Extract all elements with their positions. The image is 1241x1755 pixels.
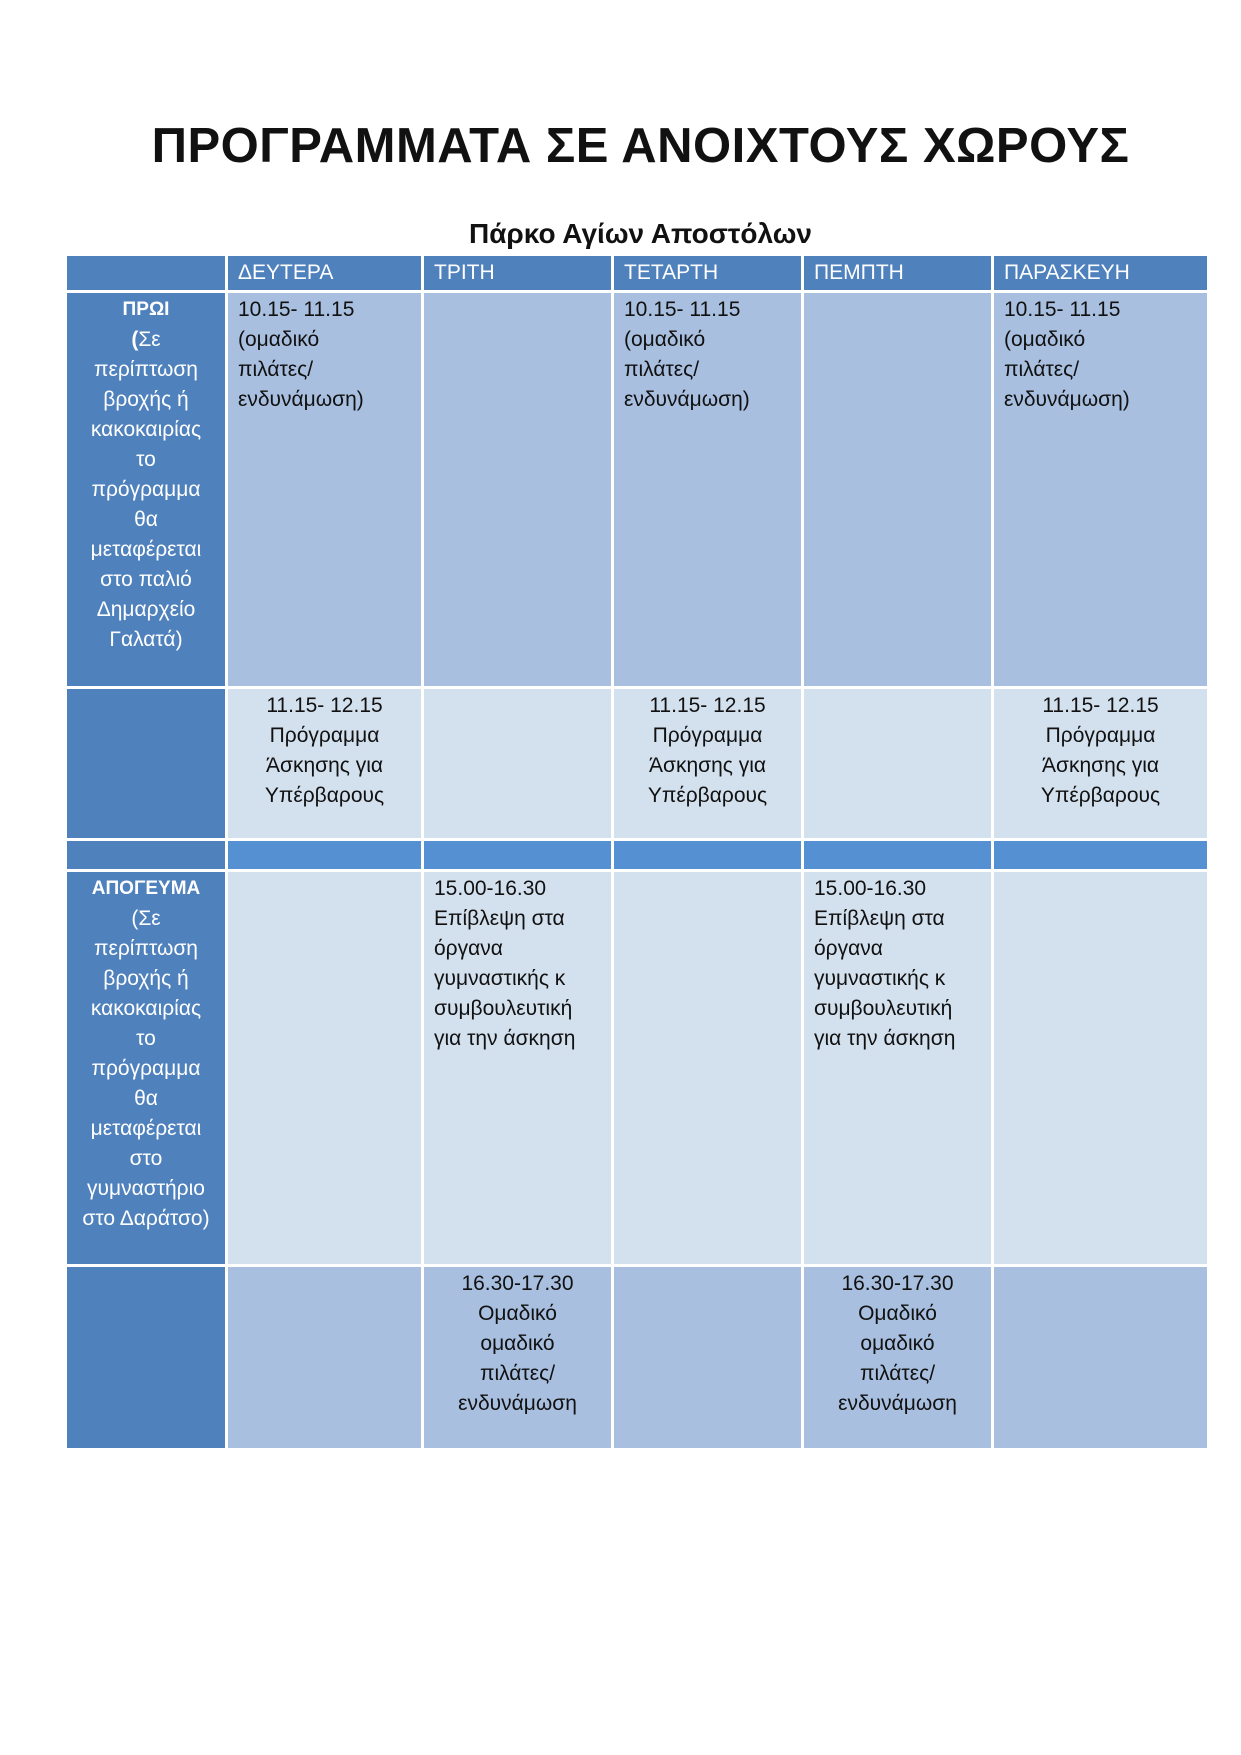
separator-cell	[993, 840, 1209, 871]
morning-note-line: πρόγραμμα	[91, 478, 201, 501]
morning-label: ΠΡΩΙ	[122, 299, 170, 320]
afternoon-note-line: μεταφέρεται	[90, 1117, 202, 1140]
slot-text: ενδυνάμωση)	[1004, 388, 1130, 411]
slot-time: 11.15- 12.15	[266, 694, 383, 717]
slot-text: Υπέρβαρους	[1040, 784, 1161, 807]
slot-text: πιλάτες/	[859, 1362, 936, 1385]
morning-row-1	[66, 292, 1209, 688]
morning-note-line: Δημαρχείο	[96, 598, 196, 621]
header-corner	[66, 255, 227, 292]
slot-time: 16.30-17.30	[461, 1272, 574, 1295]
afternoon-slot1-wednesday	[613, 871, 803, 1266]
slot-time: 10.15- 11.15	[624, 298, 741, 321]
slot-text: Ομαδικό	[478, 1302, 557, 1325]
slot-text: όργανα	[434, 937, 503, 960]
slot-time: 10.15- 11.15	[238, 298, 355, 321]
morning-slot2-wednesday	[613, 688, 803, 840]
afternoon-label-cell	[66, 871, 227, 1266]
afternoon-note-line: θα	[134, 1087, 158, 1110]
afternoon-note-line: στο	[129, 1147, 163, 1170]
slot-text: πιλάτες/	[479, 1362, 556, 1385]
afternoon-slot2-wednesday	[613, 1266, 803, 1450]
separator-row	[66, 840, 1209, 871]
slot-text: ενδυνάμωση)	[238, 388, 364, 411]
afternoon-note-line: βροχής ή	[103, 967, 189, 990]
slot-text: γυμναστικής κ	[434, 967, 566, 990]
slot-text: (ομαδικό	[1004, 328, 1086, 351]
slot-time: 11.15- 12.15	[649, 694, 766, 717]
separator-cell	[423, 840, 613, 871]
morning-note-line: κακοκαιρίας	[90, 418, 202, 441]
slot-time: 15.00-16.30	[434, 877, 547, 900]
morning-note	[71, 325, 221, 355]
slot-text: συμβουλευτική	[434, 997, 573, 1020]
slot-time: 16.30-17.30	[841, 1272, 954, 1295]
schedule-table	[64, 253, 1210, 1451]
page-title: ΠΡΟΓΡΑΜΜΑΤΑ ΣΕ ΑΝΟΙΧΤΟΥΣ ΧΩΡΟΥΣ	[151, 119, 1130, 173]
afternoon-label: ΑΠΟΓΕΥΜΑ	[91, 878, 201, 899]
morning-slot1-wednesday	[613, 292, 803, 688]
header-row	[66, 255, 1209, 292]
slot-text: ενδυνάμωση	[458, 1392, 577, 1415]
afternoon-slot1-tuesday	[423, 871, 613, 1266]
slot-text: Πρόγραμμα	[269, 724, 380, 747]
afternoon-note-line: το	[136, 1027, 156, 1050]
slot-text: Πρόγραμμα	[1045, 724, 1156, 747]
afternoon-slot1-monday	[227, 871, 423, 1266]
slot-text: πιλάτες/	[238, 358, 314, 381]
slot-text: (ομαδικό	[624, 328, 706, 351]
slot-text: γυμναστικής κ	[814, 967, 946, 990]
afternoon-slot2-monday	[227, 1266, 423, 1450]
afternoon-label-cell-cont	[66, 1266, 227, 1450]
slot-text: Υπέρβαρους	[647, 784, 768, 807]
slot-text: για την άσκηση	[434, 1027, 576, 1050]
afternoon-note-line: (Σε	[131, 907, 161, 930]
morning-slot2-friday	[993, 688, 1209, 840]
slot-text: συμβουλευτική	[814, 997, 953, 1020]
slot-text: ομαδικό	[860, 1332, 935, 1355]
separator-cell	[227, 840, 423, 871]
slot-text: Άσκησης για	[265, 754, 384, 777]
header-day-wednesday: ΤΕΤΑΡΤΗ	[613, 255, 803, 292]
afternoon-note-line: κακοκαιρίας	[90, 997, 202, 1020]
slot-time: 10.15- 11.15	[1004, 298, 1121, 321]
separator-cell	[66, 840, 227, 871]
morning-note-line: θα	[134, 508, 158, 531]
afternoon-slot1-thursday	[803, 871, 993, 1266]
afternoon-note-line: στο Δαράτσο)	[82, 1207, 210, 1230]
morning-slot2-tuesday	[423, 688, 613, 840]
morning-label-cell	[66, 292, 227, 688]
morning-slot2-monday	[227, 688, 423, 840]
afternoon-row-1	[66, 871, 1209, 1266]
header-day-thursday: ΠΕΜΠΤΗ	[803, 255, 993, 292]
slot-text: όργανα	[814, 937, 883, 960]
afternoon-slot2-tuesday	[423, 1266, 613, 1450]
afternoon-row-2	[66, 1266, 1209, 1450]
slot-text: πιλάτες/	[624, 358, 700, 381]
morning-note-line: περίπτωση	[94, 358, 198, 381]
slot-time: 11.15- 12.15	[1042, 694, 1159, 717]
morning-note-line: το	[136, 448, 156, 471]
morning-note-line: βροχής ή	[103, 388, 189, 411]
morning-note-line: στο παλιό	[100, 568, 192, 591]
morning-row-2	[66, 688, 1209, 840]
afternoon-slot1-friday	[993, 871, 1209, 1266]
slot-time: 15.00-16.30	[814, 877, 927, 900]
morning-slot1-monday	[227, 292, 423, 688]
morning-slot1-thursday	[803, 292, 993, 688]
slot-text: Επίβλεψη στα	[814, 907, 945, 930]
header-day-friday: ΠΑΡΑΣΚΕΥΗ	[993, 255, 1209, 292]
slot-text: Επίβλεψη στα	[434, 907, 565, 930]
morning-note-line: Γαλατά)	[109, 628, 183, 651]
separator-cell	[803, 840, 993, 871]
slot-text: (ομαδικό	[238, 328, 320, 351]
afternoon-note-line: περίπτωση	[94, 937, 198, 960]
morning-note-paren: (	[131, 328, 139, 351]
afternoon-note-line: πρόγραμμα	[91, 1057, 201, 1080]
slot-text: Ομαδικό	[858, 1302, 937, 1325]
morning-slot1-tuesday	[423, 292, 613, 688]
afternoon-slot2-friday	[993, 1266, 1209, 1450]
slot-text: ενδυνάμωση)	[624, 388, 750, 411]
slot-text: Άσκησης για	[1041, 754, 1160, 777]
slot-text: πιλάτες/	[1004, 358, 1080, 381]
slot-text: ενδυνάμωση	[838, 1392, 957, 1415]
slot-text: ομαδικό	[480, 1332, 555, 1355]
morning-note-line: Σε	[138, 328, 161, 351]
morning-slot1-friday	[993, 292, 1209, 688]
slot-text: Άσκησης για	[648, 754, 767, 777]
morning-label-cell-cont	[66, 688, 227, 840]
morning-slot2-thursday	[803, 688, 993, 840]
slot-text: Πρόγραμμα	[652, 724, 763, 747]
afternoon-slot2-thursday	[803, 1266, 993, 1450]
page-subtitle: Πάρκο Αγίων Αποστόλων	[469, 218, 812, 249]
header-day-monday: ΔΕΥΤΕΡΑ	[227, 255, 423, 292]
header-day-tuesday: ΤΡΙΤΗ	[423, 255, 613, 292]
separator-cell	[613, 840, 803, 871]
morning-note-line: μεταφέρεται	[90, 538, 202, 561]
afternoon-note-line: γυμναστήριο	[87, 1177, 205, 1200]
slot-text: για την άσκηση	[814, 1027, 956, 1050]
slot-text: Υπέρβαρους	[264, 784, 385, 807]
